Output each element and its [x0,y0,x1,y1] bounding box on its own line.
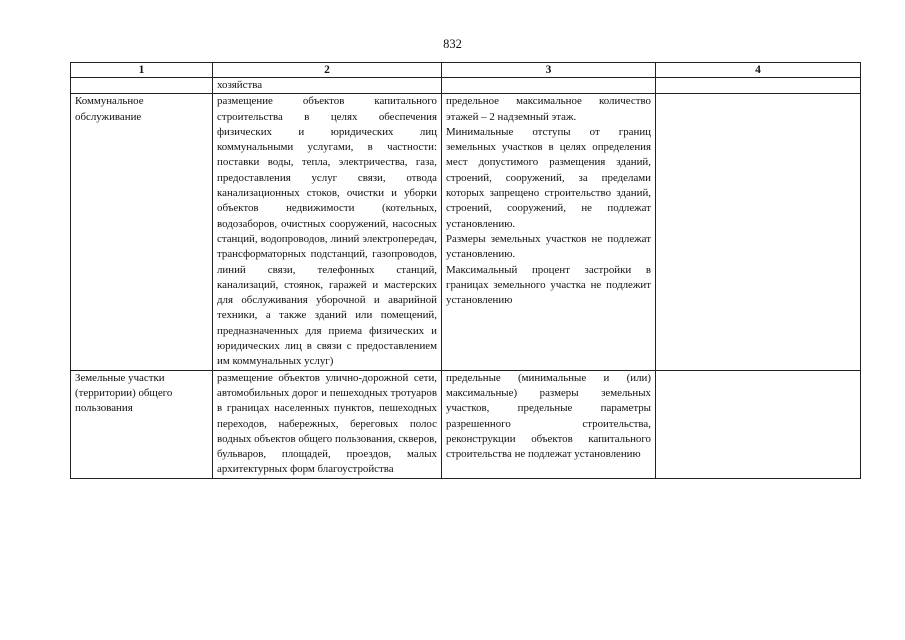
use-type-description: размещение объектов улично-дорожной сети, автомобильных дорог и пешеходных тротуаров в границах населенных пунктов, пешеходных переходов, набережных, береговых полос водных объектов общего пользования, скверов, бульваров, площадей, проездов, малых архитектурных форм благоустройства [213,370,442,478]
page-number: 832 [443,37,462,51]
use-type-col4 [656,370,861,478]
use-type-col4 [656,94,861,370]
parameter-paragraph: Размеры земельных участков не подлежат установлению. [446,232,651,261]
continuation-cell-4 [656,78,861,94]
use-type-name: Земельные участки (территории) общего пользования [71,370,213,478]
parameter-paragraph: предельные (минимальные и (или) максимальные) размеры земельных участков, предельные параметры разрешенного строительства, реконструкции объектов капитального строительства не подлежат установлению [446,371,651,461]
continuation-cell-3 [442,78,656,94]
parameter-paragraph: Максимальный процент застройки в границах земельного участка не подлежит установлению [446,263,651,307]
continuation-cell-1 [71,78,213,94]
use-type-description: размещение объектов капитального строительства в целях обеспечения физических и юридических лиц коммунальными услугами, в частности: поставки воды, тепла, электричества, газа, предоставления услуг связи, отвода канализационных стоков, очистки и уборки объектов недвижимости (котельных, водозаборов, очистных сооружений, насосных станций, водопроводов, линий электропередач, трансформаторных подстанций, газопроводов, линий связи, телефонных станций, канализаций, стоянок, гаражей и мастерских для обслуживания уборочной и аварийной техники, а также зданий или помещений, предназначенных для приема физических и юридических лиц в связи с предоставлением им коммунальных услуг) [213,94,442,370]
column-header-2: 2 [213,63,442,78]
continuation-cell-2: хозяйства [213,78,442,94]
table-row [71,94,861,370]
column-header-4: 4 [656,63,861,78]
use-type-parameters [442,94,656,370]
zoning-table [70,62,861,479]
column-header-1: 1 [71,63,213,78]
use-type-parameters [442,370,656,478]
parameter-paragraph: Минимальные отступы от границ земельных участков в целях определения мест допустимого размещения зданий, строений, сооружений, за пределами которых запрещено строительство зданий, строений, сооружений, не подлежат установлению. [446,125,651,230]
parameter-paragraph: предельное максимальное количество этажей – 2 надземный этаж. [446,95,651,123]
table-row [71,370,861,478]
continuation-row [71,78,861,94]
header-row [71,63,861,78]
use-type-name: Коммунальное обслуживание [71,94,213,370]
column-header-3: 3 [442,63,656,78]
